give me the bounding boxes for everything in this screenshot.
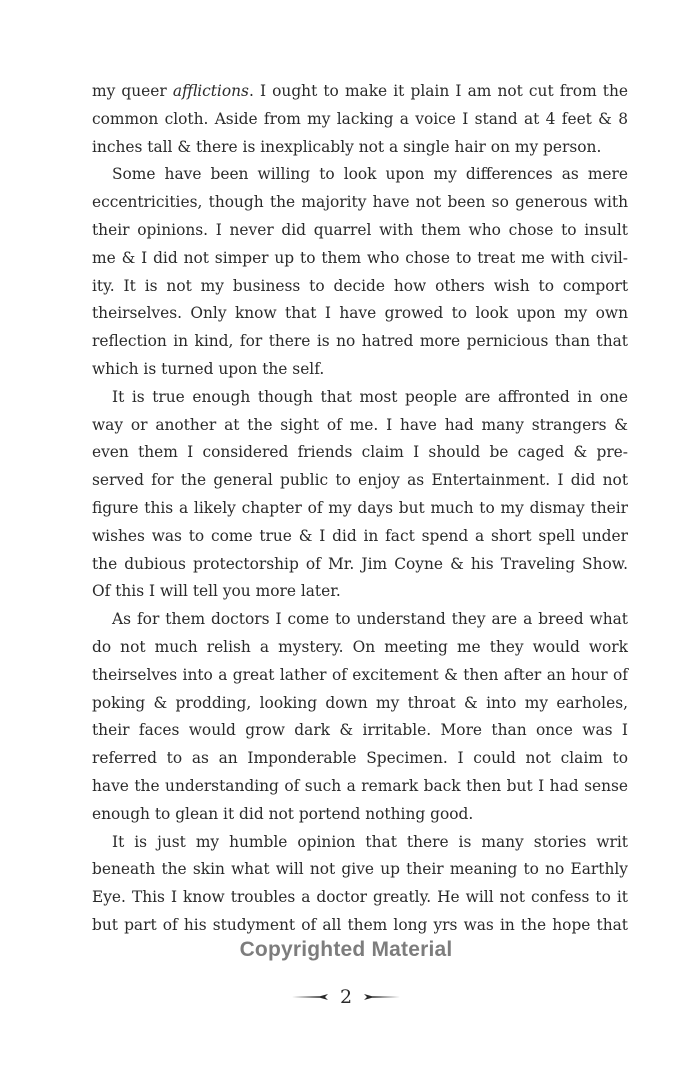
text-segment: Some have been willing to look upon my differences as mere (112, 165, 628, 184)
text-segment: have the understanding of such a remark back then but I had sense (92, 776, 628, 795)
text-line (92, 161, 628, 189)
text-segment: poking & prodding, looking down my throat & into my earholes, (92, 693, 628, 712)
text-segment: which is turned upon the self. (92, 359, 325, 378)
text-segment: As for them doctors I come to understand they are a breed what (112, 610, 628, 629)
copyright-watermark: Copyrighted Material (239, 938, 453, 961)
text-line (92, 662, 628, 690)
page-folio (0, 986, 692, 1008)
text-segment: me & I did not simper up to them who chose to treat me with civil- (92, 248, 628, 267)
text-segment: theirselves into a great lather of excitement & then after an hour of (92, 665, 628, 684)
text-line (92, 523, 628, 551)
text-segment: even them I considered friends claim I should be caged & pre- (92, 443, 628, 462)
text-segment: my queer (92, 82, 173, 100)
text-line (92, 745, 628, 773)
text-segment: reflection in kind, for there is no hatred more pernicious than that (92, 332, 628, 351)
text-segment: It is just my humble opinion that there is many stories writ (112, 832, 628, 851)
text-line (92, 78, 628, 106)
text-line (92, 106, 628, 134)
text-line (92, 273, 628, 301)
text-line (92, 912, 628, 940)
text-line (92, 551, 628, 579)
text-segment: referred to as an Imponderable Specimen. I could not claim to (92, 749, 628, 768)
text-line (92, 328, 628, 356)
text-segment: the dubious protectorship of Mr. Jim Coyne & his Traveling Show. (92, 554, 628, 573)
left-ornament-icon (292, 992, 330, 1002)
text-segment: Eye. This I know troubles a doctor greatly. He will not confess to it (92, 888, 628, 907)
text-segment: ity. It is not my business to decide how others wish to comport (92, 276, 628, 295)
text-segment: their opinions. I never did quarrel with them who chose to insult (92, 220, 628, 239)
text-line (92, 634, 628, 662)
text-segment: enough to glean it did not portend nothing good. (92, 804, 474, 823)
text-segment: but part of his studyment of all them long yrs was in the hope that (92, 915, 628, 934)
text-line (92, 245, 628, 273)
text-line (92, 356, 628, 384)
right-ornament-icon (362, 992, 400, 1002)
text-line (92, 384, 628, 412)
text-segment: Of this I will tell you more later. (92, 582, 341, 601)
text-segment: beneath the skin what will not give up their meaning to no Earthly (92, 860, 628, 879)
text-line (92, 300, 628, 328)
italic-text: afflictions (172, 82, 249, 100)
text-line (92, 189, 628, 217)
text-segment: their faces would grow dark & irritable. More than once was I (92, 721, 628, 740)
text-segment: do not much relish a mystery. On meeting me they would work (92, 637, 628, 656)
text-line (92, 717, 628, 745)
text-line (92, 690, 628, 718)
text-line (92, 773, 628, 801)
text-segment: theirselves. Only know that I have growed to look upon my own (92, 304, 628, 323)
text-line (92, 495, 628, 523)
text-segment: . I ought to make it plain I am not cut from the (248, 82, 628, 100)
text-line (92, 856, 628, 884)
text-line (92, 829, 628, 857)
text-segment: wishes was to come true & I did in fact spend a short spell under (92, 526, 628, 545)
text-segment: common cloth. Aside from my lacking a voice I stand at 4 feet & 8 (92, 109, 628, 128)
text-line (92, 467, 628, 495)
text-segment: It is true enough though that most people are affronted in one (112, 387, 628, 406)
text-segment: way or another at the sight of me. I have had many strangers & (92, 415, 628, 434)
text-segment: eccentricities, though the majority have not been so generous with (92, 193, 628, 212)
text-line (92, 412, 628, 440)
body-text (92, 78, 628, 940)
text-segment: served for the general public to enjoy as Entertainment. I did not (92, 471, 628, 490)
text-line (92, 439, 628, 467)
text-segment: figure this a likely chapter of my days but much to my dismay their (92, 498, 628, 517)
page-number: 2 (339, 986, 353, 1008)
text-line (92, 134, 628, 162)
text-segment: inches tall & there is inexplicably not a single hair on my person. (92, 137, 602, 156)
text-line (92, 217, 628, 245)
text-line (92, 801, 628, 829)
text-line (92, 578, 628, 606)
text-line (92, 606, 628, 634)
text-line (92, 884, 628, 912)
